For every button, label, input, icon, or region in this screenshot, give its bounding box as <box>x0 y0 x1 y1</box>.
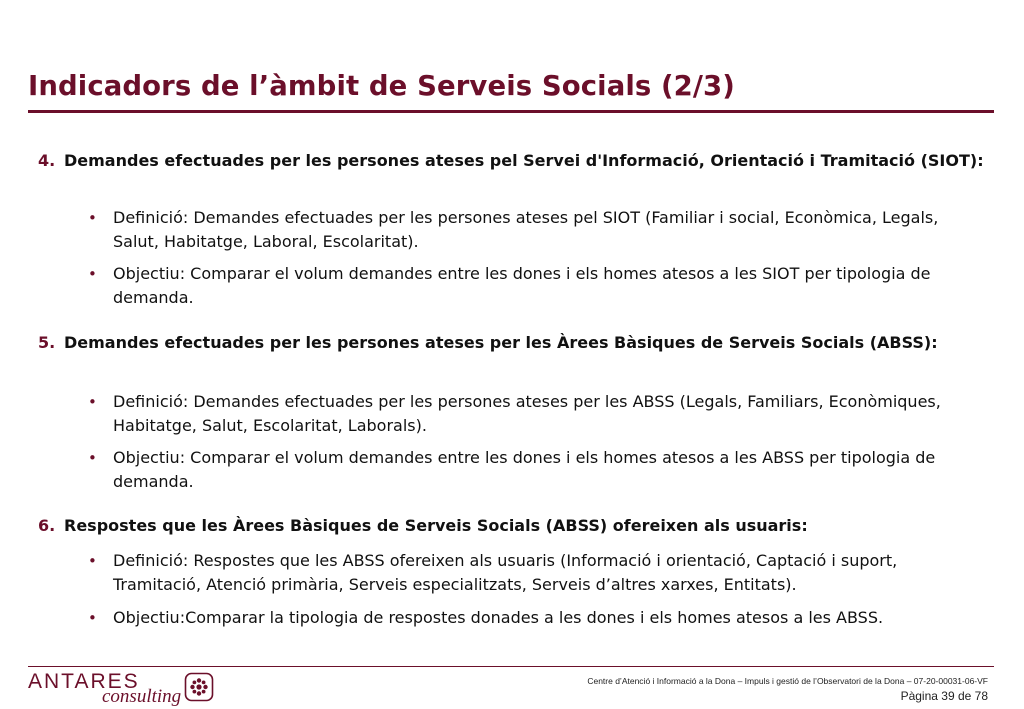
bullet-text: Objectiu: Comparar el volum demandes entre les dones i els homes atesos a les SIOT per tipologia de demanda. <box>113 264 931 307</box>
bullet-item <box>88 446 983 494</box>
bullet-icon: • <box>88 209 97 227</box>
bullet-item <box>88 262 983 310</box>
page-title: Indicadors de l’àmbit de Serveis Socials (2/3) <box>28 70 735 102</box>
indicator-number: 6. <box>38 516 56 535</box>
bullet-text: Objectiu: Comparar el volum demandes entre les dones i els homes atesos a les ABSS per tipologia de demanda. <box>113 448 936 491</box>
bullet-icon: • <box>88 552 97 570</box>
title-divider <box>28 110 994 113</box>
indicator-heading-text: Demandes efectuades per les persones ateses per les Àrees Bàsiques de Serveis Socials (ABSS): <box>64 333 938 352</box>
footer-divider <box>28 666 994 667</box>
bullet-item <box>88 390 983 438</box>
bullet-text: Definició: Respostes que les ABSS ofereixen als usuaris (Informació i orientació, Captació i suport, Tramitació, Atenció primària, Serveis especialitzats, Serveis d’altres xarxes, Entitats). <box>113 551 898 594</box>
indicator-heading-6 <box>38 514 988 538</box>
indicator-heading-5 <box>38 331 988 355</box>
bullet-icon: • <box>88 609 97 627</box>
bullet-icon: • <box>88 449 97 467</box>
logo-wordmark: ANTARES <box>28 670 140 693</box>
flower-logo-icon <box>184 672 214 702</box>
bullet-item <box>88 549 983 597</box>
antares-logo <box>28 670 218 706</box>
indicator-heading-text: Demandes efectuades per les persones ateses pel Servei d'Informació, Orientació i Tramitació (SIOT): <box>64 151 984 170</box>
bullet-icon: • <box>88 393 97 411</box>
indicator-number: 4. <box>38 151 56 170</box>
bullet-icon: • <box>88 265 97 283</box>
footer-document-info: Centre d’Atenció i Informació a la Dona – Impuls i gestió de l’Observatori de la Dona – 07-20-00031-06-VF <box>587 676 988 686</box>
page-number: Pàgina 39 de 78 <box>900 689 988 703</box>
bullet-text: Objectiu:Comparar la tipologia de respostes donades a les dones i els homes atesos a les ABSS. <box>113 608 884 627</box>
bullet-text: Definició: Demandes efectuades per les persones ateses per les ABSS (Legals, Familiars, Econòmiques, Habitatge, Salut, Escolaritat, Laborals). <box>113 392 941 435</box>
indicator-number: 5. <box>38 333 56 352</box>
bullet-item <box>88 206 983 254</box>
bullet-text: Definició: Demandes efectuades per les persones ateses pel SIOT (Familiar i social, Econòmica, Legals, Salut, Habitatge, Laboral, Escolaritat). <box>113 208 939 251</box>
indicator-heading-4 <box>38 149 988 173</box>
logo-subtitle: consulting <box>102 686 182 707</box>
bullet-item <box>88 606 983 630</box>
indicator-heading-text: Respostes que les Àrees Bàsiques de Serveis Socials (ABSS) ofereixen als usuaris: <box>64 516 808 535</box>
